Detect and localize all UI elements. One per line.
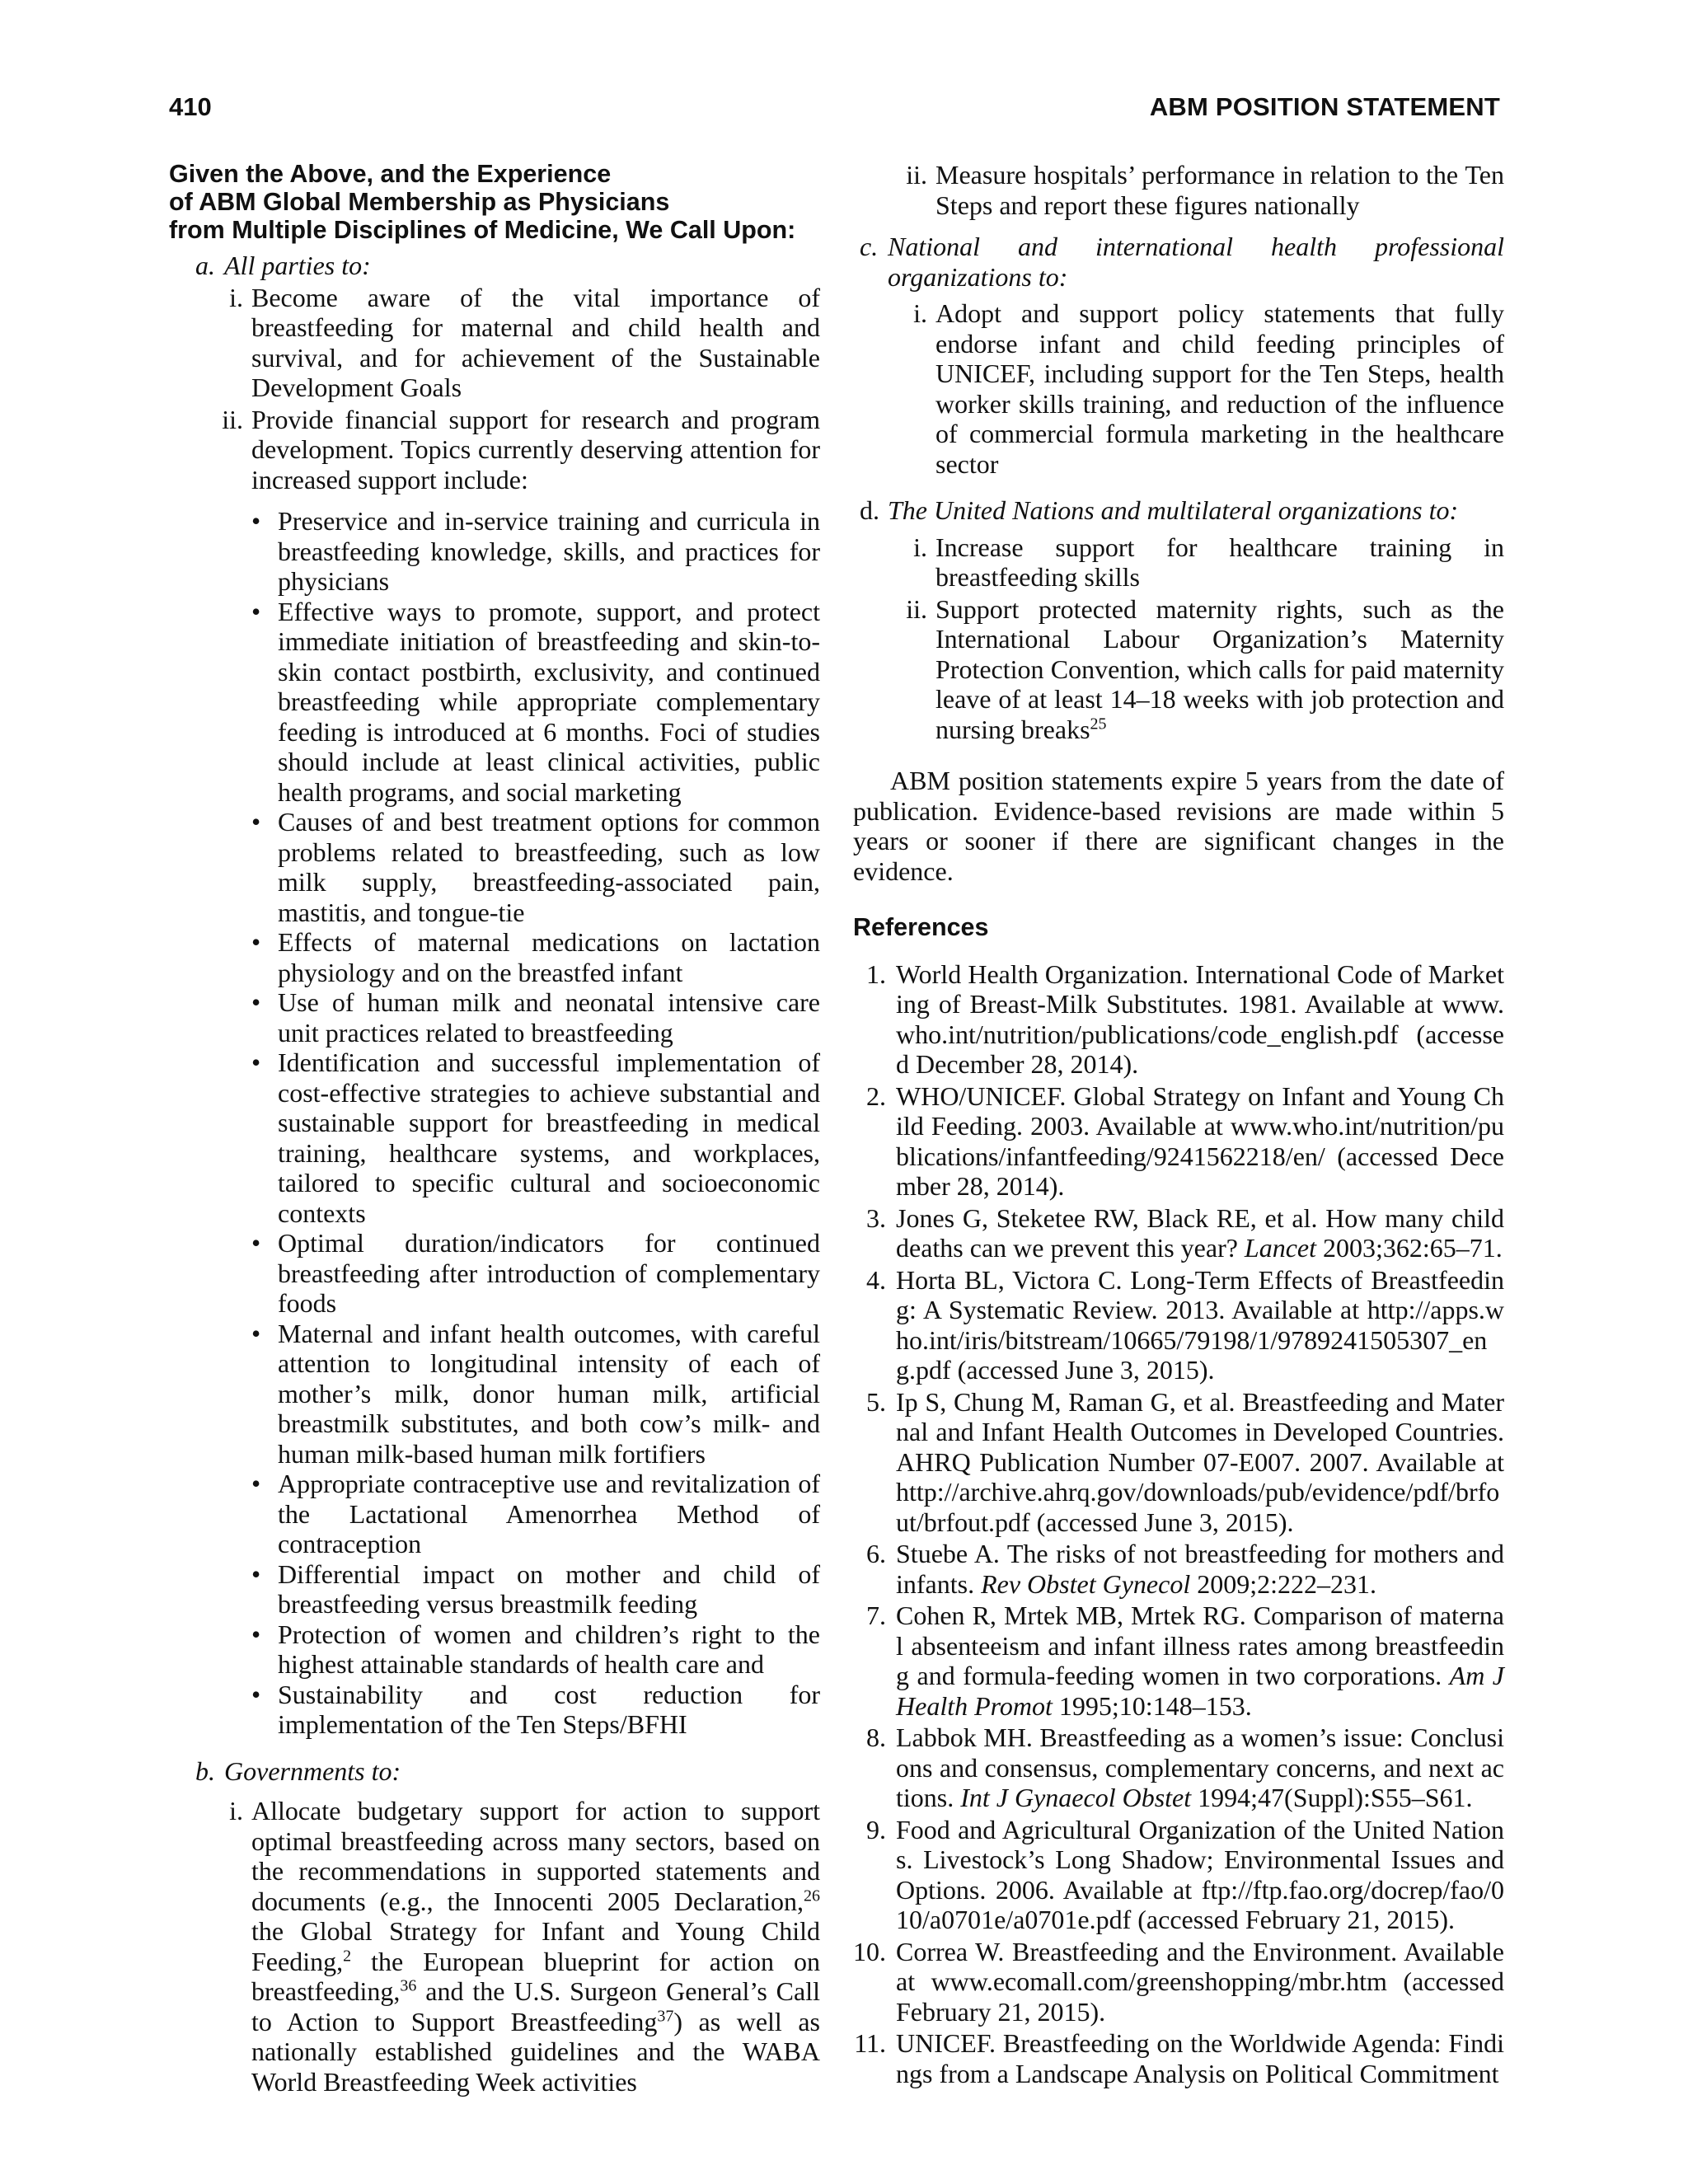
citation-superscript: 25 (1090, 714, 1107, 733)
bullet-icon: • (251, 1228, 261, 1258)
bullet-icon: • (251, 596, 261, 626)
list-item: • Causes of and best treatment options for common problems related to breastfeeding, such as low milk supply, breastfeeding-associated pain, mastitis, and tongue-tie (251, 807, 820, 927)
reference-item (853, 1815, 1504, 1935)
item-c-i (853, 298, 1504, 479)
section-label: b. (195, 1755, 215, 1786)
bullet-icon: • (251, 987, 261, 1017)
reference-text: Jones G, Steketee RW, Black RE, et al. How many child deaths can we prevent this year? Lancet 2003;362:65–71. (896, 1202, 1504, 1263)
item-text: Become aware of the vital importance of breastfeeding for maternal and child health and survival, and for achievement of the Sustainable Development Goals (251, 282, 820, 402)
list-item: • Preservice and in-service training and curricula in breastfeeding knowledge, skills, and practices for physicians (251, 506, 820, 596)
reference-item (853, 1387, 1504, 1538)
list-item: • Maternal and infant health outcomes, with careful attention to longitudinal intensity of each of mother’s milk, donor human milk, artificial breastmilk substitutes, and both cow’s milk- and human milk-based human milk fortifiers (251, 1318, 820, 1469)
reference-number: 11. (854, 2028, 886, 2058)
reference-text: Labbok MH. Breastfeeding as a women’s issue: Conclusions and consensus, complementary concerns, and next actions. Int J Gynaecol Obstet 1994;47(Suppl):S55–S61. (896, 1722, 1504, 1812)
item-b-i (169, 1796, 820, 2097)
item-label: i. (913, 532, 927, 562)
list-item: • Effective ways to promote, support, and protect immediate initiation of breastfeeding and skin-to-skin contact postbirth, exclusivity, and continued breastfeeding while appropriate complementary feeding is introduced at 6 months. Foci of studies should include at least clinical activities, public health programs, and social marketing (251, 596, 820, 807)
section-title: All parties to: (224, 251, 371, 280)
references-heading: References (853, 913, 989, 941)
journal-name: Int J Gynaecol Obstet (960, 1783, 1192, 1812)
reference-text: Stuebe A. The risks of not breastfeeding for mothers and infants. Rev Obstet Gynecol 2009;2:222–231. (896, 1539, 1504, 1599)
reference-number: 10. (853, 1936, 886, 1966)
citation-superscript: 2 (343, 1946, 352, 1965)
right-column (853, 155, 1504, 2090)
item-d-ii (853, 594, 1504, 745)
reference-number: 9. (866, 1814, 886, 1844)
item-text: Support protected maternity rights, such as the International Labour Organization’s Maternity Protection Convention, which calls for paid maternity leave of at least 14–18 weeks with job protection and nursing breaks$^{25}$ (935, 593, 1504, 744)
item-d-i (853, 532, 1504, 593)
reference-number: 8. (866, 1722, 886, 1752)
reference-item (853, 1722, 1504, 1813)
section-heading (169, 160, 820, 244)
running-head: ABM POSITION STATEMENT (1149, 92, 1500, 121)
list-item: • Effects of maternal medications on lactation physiology and on the breastfed infant (251, 927, 820, 987)
section-d (853, 495, 1504, 526)
expiry-paragraph: ABM position statements expire 5 years from the date of publication. Evidence-based revisions are made within 5 years or sooner if there are significant changes in the evidence. (853, 766, 1504, 886)
reference-number: 3. (866, 1202, 886, 1233)
bullet-icon: • (251, 1679, 261, 1709)
reference-item (853, 2028, 1504, 2088)
reference-item (853, 1265, 1504, 1385)
reference-number: 1. (866, 958, 886, 989)
item-text: Adopt and support policy statements that fully endorse infant and child feeding principles of UNICEF, including support for the Ten Steps, health worker skills training, and reduction of the influence of commercial formula marketing in the healthcare sector (935, 298, 1504, 479)
citation-superscript: 36 (400, 1976, 417, 1995)
list-item: • Sustainability and cost reduction for implementation of the Ten Steps/BFHI (251, 1679, 820, 1739)
reference-item (853, 1601, 1504, 1721)
item-label: i. (229, 282, 243, 312)
reference-number: 7. (866, 1601, 886, 1630)
bullet-icon: • (251, 1047, 261, 1077)
item-text: Increase support for healthcare training in breastfeeding skills (935, 532, 1504, 592)
bullet-icon: • (251, 807, 261, 837)
reference-text: UNICEF. Breastfeeding on the Worldwide Agenda: Findings from a Landscape Analysis on Political Commitment (896, 2028, 1504, 2088)
heading-line: from Multiple Disciplines of Medicine, We Call Upon: (169, 216, 796, 244)
item-text: Allocate budgetary support for action to support optimal breastfeeding across many sectors, based on the recommendations in supported statements and documents (e.g., the Innocenti 2005 Declaration,$^{26}$ the Global Strategy for Infant and Young Child Feeding,$^2$ the European blueprint for action on breastfeeding,$^{36}$ and the U.S. Surgeon General’s Call to Action to Support Breastfeeding$^{37}$) as well as nationally established guidelines and the WABA World Breastfeeding Week activities (251, 1796, 821, 2097)
section-label: c. (860, 232, 879, 261)
item-label: ii. (222, 404, 243, 434)
section-title: Governments to: (224, 1755, 401, 1786)
research-topics-list (250, 506, 820, 1740)
section-title: National and international health professional organizations to: (888, 232, 1504, 292)
reference-text: Food and Agricultural Organization of the United Nations. Livestock’s Long Shadow; Environmental Issues and Options. 2006. Available at ftp://ftp.fao.org/docrep/fao/010/a0701e/a0701e.pdf (accessed February 21, 2015). (896, 1814, 1504, 1934)
list-item: • Optimal duration/indicators for continued breastfeeding after introduction of complementary foods (251, 1228, 820, 1318)
reference-number: 2. (866, 1080, 886, 1111)
heading-line: Given the Above, and the Experience (169, 160, 612, 188)
bullet-icon: • (251, 1318, 261, 1348)
reference-text: WHO/UNICEF. Global Strategy on Infant and Young Child Feeding. 2003. Available at www.who.int/nutrition/publications/infantfeeding/9241562218/en/ (accessed December 28, 2014). (896, 1080, 1504, 1201)
bullet-icon: • (251, 927, 261, 957)
reference-number: 6. (866, 1539, 886, 1568)
item-text: Measure hospitals’ performance in relation to the Ten Steps and report these figures nationally (935, 160, 1504, 220)
list-item: • Protection of women and children’s right to the highest attainable standards of health care and (251, 1619, 820, 1679)
reference-text: Correa W. Breastfeeding and the Environment. Available at www.ecomall.com/greenshopping/mbr.htm (accessed February 21, 2015). (896, 1936, 1504, 2027)
reference-item (853, 1081, 1504, 1202)
reference-list (853, 959, 1504, 2089)
section-label: a. (195, 251, 215, 280)
bullet-icon: • (251, 1558, 261, 1589)
section-title: The United Nations and multilateral organizations to: (888, 495, 1459, 525)
item-text: Provide financial support for research and program development. Topics currently deserving attention for increased support include: (251, 404, 820, 494)
reference-item (853, 1203, 1504, 1263)
item-label: i. (913, 298, 927, 328)
item-label: ii. (906, 160, 927, 190)
section-b (169, 1756, 820, 1787)
reference-number: 5. (866, 1386, 886, 1417)
reference-text: World Health Organization. International Code of Marketing of Breast-Milk Substitutes. 1981. Available at www.who.int/nutrition/publications/code_english.pdf (accessed December 28, 2014). (896, 958, 1504, 1079)
item-label: ii. (906, 593, 927, 624)
reference-item (853, 1539, 1504, 1599)
list-item: • Differential impact on mother and child of breastfeeding versus breastmilk feeding (251, 1558, 820, 1619)
reference-item (853, 959, 1504, 1080)
journal-name: Am J Health Promot (896, 1661, 1505, 1721)
reference-text: Ip S, Chung M, Raman G, et al. Breastfeeding and Maternal and Infant Health Outcomes in Developed Countries. AHRQ Publication Number 07-E007. 2007. Available at http://archive.ahrq.gov/downloads/pub/evidence/pdf/brfout/brfout.pdf (accessed June 3, 2015). (896, 1386, 1504, 1537)
list-item: • Appropriate contraceptive use and revitalization of the Lactational Amenorrhea Method of contraception (251, 1469, 820, 1558)
item-label: i. (229, 1796, 243, 1825)
bullet-icon: • (251, 506, 261, 536)
item-a-ii (169, 405, 820, 495)
bullet-icon: • (251, 1469, 261, 1498)
section-label: d. (860, 495, 879, 525)
reference-text: Cohen R, Mrtek MB, Mrtek RG. Comparison of maternal absenteeism and infant illness rates among breastfeeding and formula-feeding women in two corporations. Am J Health Promot 1995;10:148–153. (896, 1601, 1505, 1721)
left-column (169, 155, 820, 2097)
item-a-i (169, 283, 820, 403)
reference-item (853, 1937, 1504, 2027)
journal-name: Rev Obstet Gynecol (981, 1568, 1191, 1599)
list-item: • Identification and successful implementation of cost-effective strategies to achieve substantial and sustainable support for breastfeeding in medical training, healthcare systems, and workplaces, tailored to specific cultural and socioeconomic contexts (251, 1047, 820, 1228)
reference-number: 4. (866, 1264, 886, 1295)
bullet-icon: • (251, 1619, 261, 1649)
list-item: • Use of human milk and neonatal intensive care unit practices related to breastfeeding (251, 987, 820, 1047)
citation-superscript: 37 (657, 2006, 674, 2025)
page-number: 410 (169, 92, 212, 121)
section-c (853, 232, 1504, 292)
citation-superscript: 26 (804, 1886, 820, 1905)
heading-line: of ABM Global Membership as Physicians (169, 188, 670, 216)
section-a (169, 251, 820, 281)
item-b-ii (853, 160, 1504, 220)
journal-name: Lancet (1244, 1233, 1317, 1263)
reference-text: Horta BL, Victora C. Long-Term Effects of Breastfeeding: A Systematic Review. 2013. Available at http://apps.who.int/iris/bitstream/10665/79198/1/9789241505307_eng.pdf (accessed June 3, 2015). (896, 1264, 1504, 1385)
